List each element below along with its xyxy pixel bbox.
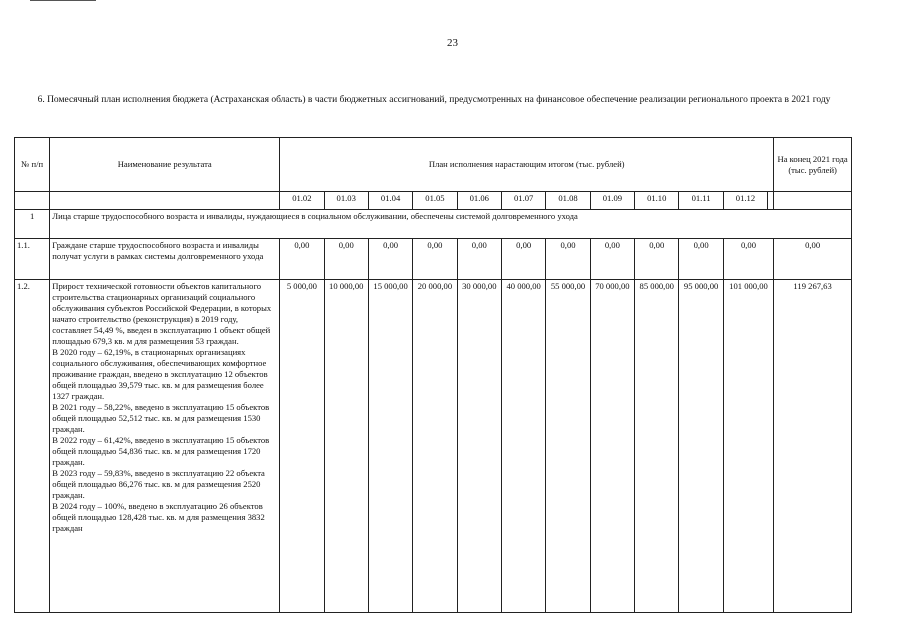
row-value: 0,00 xyxy=(723,239,773,280)
description-paragraph: В 2024 году – 100%, введено в эксплуатацию 26 объектов общей площадью 128,428 тыс. кв. м для размещения 3832 граждан xyxy=(52,501,265,533)
section-row xyxy=(15,210,852,239)
description-paragraph: В 2020 году – 62,19%, в стационарных организациях социального обслуживания, обеспечивающих комфортное проживание граждан, введено в эксплуатацию 12 объектов общей площадью 39,579 тыс. кв. м для размещения более 1327 граждан. xyxy=(52,347,268,401)
row-value: 40 000,00 xyxy=(501,280,545,613)
row-value: 0,00 xyxy=(546,239,590,280)
description-paragraph: Прирост технической готовности объектов капитального строительства стационарных организаций социального обслуживания субъектов Российской Федерации, в которых начато строительство (реконструкция) в 2019 году, составляет 54,49 %, введен в эксплуатацию 1 объект общей площадью 679,3 кв. м для размещения 53 граждан. xyxy=(52,281,272,346)
row-value: 0,00 xyxy=(324,239,368,280)
table-row xyxy=(15,239,852,280)
month-header: 01.06 xyxy=(457,192,501,210)
row-value: 0,00 xyxy=(280,239,324,280)
row-value: 101 000,00 xyxy=(723,280,773,613)
row-total: 119 267,63 xyxy=(774,280,852,613)
row-value: 95 000,00 xyxy=(679,280,723,613)
month-header: 01.05 xyxy=(413,192,457,210)
row-value: 0,00 xyxy=(413,239,457,280)
row-value: 15 000,00 xyxy=(368,280,412,613)
month-header: 01.11 xyxy=(679,192,723,210)
section-heading: 6. Помесячный план исполнения бюджета (Астраханская область) в части бюджетных ассигнований, предусмотренных на финансовое обеспечение реализации регионального проекта в 2021 году xyxy=(37,95,831,105)
row-value: 0,00 xyxy=(457,239,501,280)
section-title: Лица старше трудоспособного возраста и инвалиды, нуждающиеся в социальном обслуживании, обеспечены системой долговременного ухода xyxy=(50,210,852,239)
budget-plan-table xyxy=(14,137,852,613)
row-name: Граждане старше трудоспособного возраста и инвалиды получат услуги в рамках системы долговременного ухода xyxy=(50,239,280,280)
table-row xyxy=(15,280,852,613)
month-header: 01.02 xyxy=(280,192,324,210)
month-header: 01.12 xyxy=(723,192,767,210)
row-num: 1.2. xyxy=(15,280,50,613)
header-row xyxy=(15,138,852,192)
description-paragraph: В 2021 году – 58,22%, введено в эксплуатацию 15 объектов общей площадью 52,512 тыс. кв. м для размещения 1530 граждан. xyxy=(52,402,270,434)
month-blank-name xyxy=(50,192,280,210)
month-blank-num xyxy=(15,192,50,210)
header-name: Наименование результата xyxy=(50,138,280,192)
row-value: 0,00 xyxy=(679,239,723,280)
page-number: 23 xyxy=(447,37,458,49)
row-description xyxy=(50,280,280,613)
header-year-end: На конец 2021 года (тыс. рублей) xyxy=(774,138,852,192)
month-header: 01.09 xyxy=(590,192,634,210)
row-value: 0,00 xyxy=(368,239,412,280)
row-value: 30 000,00 xyxy=(457,280,501,613)
row-value: 0,00 xyxy=(635,239,679,280)
month-header: 01.03 xyxy=(324,192,368,210)
month-header: 01.04 xyxy=(368,192,412,210)
month-header: 01.08 xyxy=(546,192,590,210)
month-header: 01.07 xyxy=(501,192,545,210)
row-total: 0,00 xyxy=(774,239,852,280)
row-value: 20 000,00 xyxy=(413,280,457,613)
row-value: 10 000,00 xyxy=(324,280,368,613)
row-value: 70 000,00 xyxy=(590,280,634,613)
header-plan: План исполнения нарастающим итогом (тыс. рублей) xyxy=(280,138,774,192)
row-value: 85 000,00 xyxy=(635,280,679,613)
row-value: 55 000,00 xyxy=(546,280,590,613)
month-header: 01.10 xyxy=(635,192,679,210)
header-num: № п/п xyxy=(15,138,50,192)
month-blank-total xyxy=(774,192,852,210)
row-value: 0,00 xyxy=(501,239,545,280)
top-rule xyxy=(30,0,96,1)
row-value: 0,00 xyxy=(590,239,634,280)
row-num: 1.1. xyxy=(15,239,50,280)
section-num: 1 xyxy=(15,210,50,239)
description-paragraph: В 2022 году – 61,42%, введено в эксплуатацию 15 объектов общей площадью 54,836 тыс. кв. м для размещения 1720 граждан. xyxy=(52,435,270,467)
row-value: 5 000,00 xyxy=(280,280,324,613)
month-row xyxy=(15,192,852,210)
description-paragraph: В 2023 году – 59,83%, введено в эксплуатацию 22 объекта общей площадью 86,276 тыс. кв. м для размещения 2520 граждан. xyxy=(52,468,265,500)
